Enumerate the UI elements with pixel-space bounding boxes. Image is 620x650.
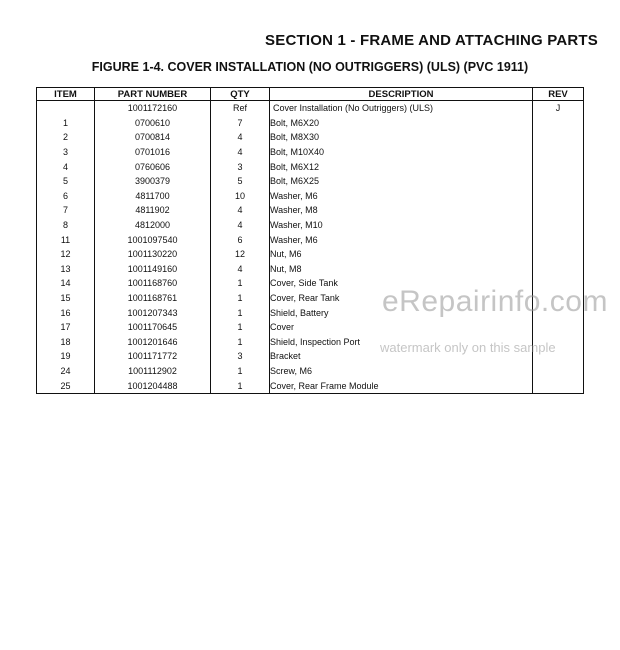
cell-qty: 1 — [211, 291, 270, 306]
cell-part-number: 1001201646 — [95, 335, 211, 350]
cell-part-number: 1001168761 — [95, 291, 211, 306]
cell-part-number: 1001170645 — [95, 320, 211, 335]
cell-description: Bolt, M6X12 — [270, 159, 533, 174]
cell-item — [37, 101, 95, 116]
cell-description: Bolt, M10X40 — [270, 145, 533, 160]
cell-part-number: 4811700 — [95, 189, 211, 204]
cell-qty: 4 — [211, 218, 270, 233]
cell-description: Nut, M8 — [270, 262, 533, 277]
cell-item: 13 — [37, 262, 95, 277]
header-part-number: PART NUMBER — [95, 88, 211, 101]
cell-description: Washer, M8 — [270, 203, 533, 218]
cell-part-number: 1001130220 — [95, 247, 211, 262]
cell-qty: 4 — [211, 203, 270, 218]
cell-part-number: 1001168760 — [95, 276, 211, 291]
cell-description: Cover, Rear Tank — [270, 291, 533, 306]
table-row — [37, 116, 584, 131]
cell-item: 6 — [37, 189, 95, 204]
cell-rev — [533, 203, 584, 218]
cell-description: Bolt, M6X25 — [270, 174, 533, 189]
cell-description: Screw, M6 — [270, 364, 533, 379]
cell-qty: 6 — [211, 232, 270, 247]
table-row — [37, 159, 584, 174]
cell-item: 2 — [37, 130, 95, 145]
cell-part-number: 0760606 — [95, 159, 211, 174]
cell-description: Shield, Battery — [270, 305, 533, 320]
cell-rev — [533, 145, 584, 160]
cell-rev — [533, 174, 584, 189]
cell-description: Cover, Side Tank — [270, 276, 533, 291]
cell-part-number: 1001149160 — [95, 262, 211, 277]
cell-rev — [533, 262, 584, 277]
table-row — [37, 203, 584, 218]
cell-item: 3 — [37, 145, 95, 160]
cell-item: 4 — [37, 159, 95, 174]
header-item: ITEM — [37, 88, 95, 101]
table-header-row — [37, 88, 584, 101]
table-row — [37, 320, 584, 335]
cell-item: 7 — [37, 203, 95, 218]
cell-rev — [533, 159, 584, 174]
watermark-note: watermark only on this sample — [380, 340, 556, 355]
cell-item: 12 — [37, 247, 95, 262]
cell-item: 24 — [37, 364, 95, 379]
table-row — [37, 218, 584, 233]
cell-part-number: 1001097540 — [95, 232, 211, 247]
cell-rev: J — [533, 101, 584, 116]
cell-description: Washer, M6 — [270, 189, 533, 204]
cell-part-number: 0701016 — [95, 145, 211, 160]
cell-item: 5 — [37, 174, 95, 189]
cell-description: Nut, M6 — [270, 247, 533, 262]
cell-qty: 1 — [211, 305, 270, 320]
cell-qty: 5 — [211, 174, 270, 189]
cell-part-number: 0700610 — [95, 116, 211, 131]
cell-qty: 10 — [211, 189, 270, 204]
table-row — [37, 232, 584, 247]
cell-qty: 3 — [211, 349, 270, 364]
cell-qty: 4 — [211, 145, 270, 160]
cell-qty: 1 — [211, 335, 270, 350]
header-rev: REV — [533, 88, 584, 101]
cell-part-number: 1001204488 — [95, 378, 211, 393]
table-row — [37, 174, 584, 189]
cell-item: 18 — [37, 335, 95, 350]
cell-qty: 4 — [211, 130, 270, 145]
cell-part-number: 1001171772 — [95, 349, 211, 364]
cell-qty: 12 — [211, 247, 270, 262]
cell-part-number: 0700814 — [95, 130, 211, 145]
cell-qty: 1 — [211, 276, 270, 291]
cell-item: 11 — [37, 232, 95, 247]
cell-description: Bolt, M8X30 — [270, 130, 533, 145]
table-row — [37, 101, 584, 116]
figure-title: FIGURE 1-4. COVER INSTALLATION (NO OUTRIGGERS) (ULS) (PVC 1911) — [91, 60, 529, 74]
cell-rev — [533, 130, 584, 145]
table-row — [37, 247, 584, 262]
cell-item: 17 — [37, 320, 95, 335]
cell-rev — [533, 189, 584, 204]
cell-part-number: 4811902 — [95, 203, 211, 218]
cell-item: 16 — [37, 305, 95, 320]
cell-qty: 7 — [211, 116, 270, 131]
cell-description: Cover — [270, 320, 533, 335]
cell-rev — [533, 378, 584, 393]
cell-item: 15 — [37, 291, 95, 306]
cell-description: Shield, Inspection Port — [270, 335, 533, 350]
cell-part-number: 4812000 — [95, 218, 211, 233]
cell-description: Bolt, M6X20 — [270, 116, 533, 131]
cell-rev — [533, 320, 584, 335]
cell-qty: Ref — [211, 101, 270, 116]
cell-rev — [533, 218, 584, 233]
watermark-logo-text: eRepairinfo.com — [382, 285, 608, 318]
cell-qty: 1 — [211, 378, 270, 393]
cell-description: Washer, M6 — [270, 232, 533, 247]
cell-part-number: 3900379 — [95, 174, 211, 189]
cell-item: 19 — [37, 349, 95, 364]
table-row — [37, 262, 584, 277]
cell-item: 8 — [37, 218, 95, 233]
section-title: SECTION 1 - FRAME AND ATTACHING PARTS — [265, 32, 598, 49]
table-row — [37, 130, 584, 145]
cell-description: Cover Installation (No Outriggers) (ULS) — [270, 101, 533, 116]
cell-part-number: 1001172160 — [95, 101, 211, 116]
header-description: DESCRIPTION — [270, 88, 533, 101]
cell-part-number: 1001207343 — [95, 305, 211, 320]
table-row — [37, 145, 584, 160]
cell-rev — [533, 232, 584, 247]
header-qty: QTY — [211, 88, 270, 101]
cell-rev — [533, 364, 584, 379]
cell-rev — [533, 116, 584, 131]
cell-qty: 1 — [211, 320, 270, 335]
cell-qty: 3 — [211, 159, 270, 174]
table-row — [37, 189, 584, 204]
table-row — [37, 378, 584, 393]
cell-item: 14 — [37, 276, 95, 291]
cell-description: Bracket — [270, 349, 533, 364]
table-row — [37, 364, 584, 379]
cell-description: Washer, M10 — [270, 218, 533, 233]
cell-qty: 4 — [211, 262, 270, 277]
cell-part-number: 1001112902 — [95, 364, 211, 379]
cell-qty: 1 — [211, 364, 270, 379]
cell-item: 25 — [37, 378, 95, 393]
cell-rev — [533, 247, 584, 262]
cell-item: 1 — [37, 116, 95, 131]
cell-description: Cover, Rear Frame Module — [270, 378, 533, 393]
